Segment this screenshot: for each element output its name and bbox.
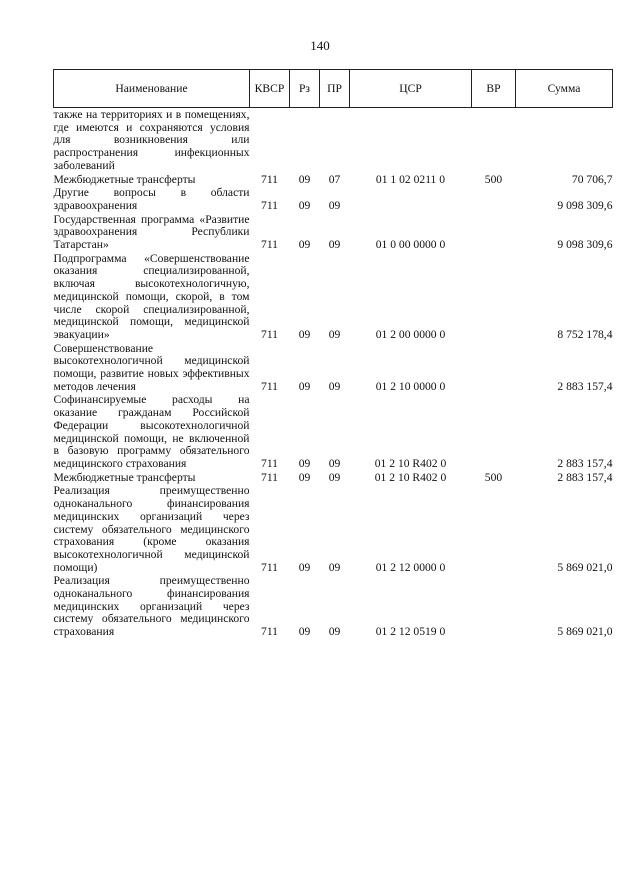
- table-row: [54, 484, 613, 574]
- cell-csr: 01 2 00 0000 0: [375, 327, 446, 341]
- cell-name: также на территориях и в помещениях, где имеются и сохраняются условия для возникновения или распространения инфекционных заболеваний: [53, 108, 250, 172]
- cell-csr: 01 2 12 0000 0: [375, 560, 446, 574]
- cell-rz: 09: [298, 470, 311, 484]
- column-header-vr: ВР: [472, 70, 516, 108]
- cell-vr: [472, 108, 516, 173]
- cell-csr: 01 2 10 R402 0: [374, 456, 447, 470]
- table-row: [54, 574, 613, 639]
- cell-name: Межбюджетные трансферты: [53, 172, 196, 186]
- cell-rz: [290, 108, 320, 173]
- table-header-row: [54, 70, 613, 108]
- cell-rz: 09: [298, 456, 311, 470]
- cell-sum: [516, 108, 613, 173]
- cell-pr: 09: [328, 625, 341, 639]
- cell-name: Государственная программа «Развитие здравоохранения Республики Татарстан»: [53, 212, 250, 252]
- cell-csr: 01 2 10 0000 0: [375, 379, 446, 393]
- cell-name: Софинансируемые расходы на оказание гражданам Российской Федерации высокотехнологичной медицинской помощи, не включенной в базовую программу обязательного медицинского страхования: [53, 393, 250, 470]
- cell-kvsr: 711: [261, 379, 278, 393]
- cell-vr: [472, 484, 516, 574]
- cell-sum: 9 098 309,6: [557, 198, 613, 212]
- table-row: [54, 173, 613, 187]
- cell-kvsr: 711: [261, 470, 278, 484]
- cell-vr: 500: [484, 172, 503, 186]
- cell-csr: 01 1 02 0211 0: [375, 172, 446, 186]
- cell-pr: 09: [328, 456, 341, 470]
- column-header-sum: Сумма: [516, 70, 613, 108]
- cell-kvsr: 711: [261, 198, 278, 212]
- cell-kvsr: 711: [261, 238, 278, 252]
- table-row: [54, 471, 613, 485]
- column-header-csr: ЦСР: [350, 70, 472, 108]
- cell-name: Совершенствование высокотехнологичной медицинской помощи, развитие новых эффективных методов лечения: [53, 341, 250, 393]
- cell-name: Подпрограмма «Совершенствование оказания специализированной, включая высокотехнологичную, медицинской помощи, скорой, в том числе скорой специализированной, медицинской помощи, медицинской эвакуации»: [53, 251, 250, 341]
- cell-csr: 01 2 12 0519 0: [375, 625, 446, 639]
- cell-vr: [472, 213, 516, 252]
- cell-pr: [320, 108, 350, 173]
- cell-vr: [472, 186, 516, 212]
- cell-vr: [472, 574, 516, 639]
- cell-sum: 5 869 021,0: [557, 625, 613, 639]
- cell-pr: 09: [328, 238, 341, 252]
- table-row: [54, 393, 613, 470]
- cell-name: Межбюджетные трансферты: [53, 470, 196, 484]
- table-row: [54, 213, 613, 252]
- page-number: 140: [310, 38, 330, 53]
- column-header-rz: Рз: [290, 70, 320, 108]
- cell-pr: 09: [328, 560, 341, 574]
- table-row: [54, 252, 613, 342]
- cell-kvsr: 711: [261, 172, 278, 186]
- cell-sum: 2 883 157,4: [557, 456, 613, 470]
- cell-pr: 09: [328, 327, 341, 341]
- cell-name: Реализация преимущественно одноканального финансирования медицинских организаций через систему обязательного медицинского страхования: [53, 574, 250, 639]
- column-header-kvsr: КВСР: [250, 70, 290, 108]
- cell-kvsr: 711: [261, 625, 278, 639]
- cell-sum: 70 706,7: [571, 172, 613, 186]
- cell-kvsr: 711: [261, 456, 278, 470]
- cell-vr: [472, 342, 516, 394]
- cell-rz: 09: [298, 379, 311, 393]
- cell-pr: 09: [328, 379, 341, 393]
- cell-csr: [350, 108, 472, 173]
- cell-sum: 9 098 309,6: [557, 238, 613, 252]
- cell-pr: 09: [328, 470, 341, 484]
- cell-rz: 09: [298, 560, 311, 574]
- column-header-pr: ПР: [320, 70, 350, 108]
- cell-vr: [472, 393, 516, 470]
- table-row: [54, 108, 613, 173]
- cell-rz: 09: [298, 238, 311, 252]
- cell-vr: 500: [484, 470, 503, 484]
- cell-sum: 8 752 178,4: [557, 327, 613, 341]
- cell-rz: 09: [298, 198, 311, 212]
- cell-name: Реализация преимущественно одноканального финансирования медицинских организаций через систему обязательного медицинского страхования (кроме оказания высокотехнологичной медицинской помощи): [53, 484, 250, 574]
- cell-csr: 01 0 00 0000 0: [375, 238, 446, 252]
- cell-kvsr: 711: [261, 327, 278, 341]
- cell-csr: 01 2 10 R402 0: [374, 470, 447, 484]
- table-row: [54, 342, 613, 394]
- cell-csr: [350, 186, 472, 212]
- cell-kvsr: [250, 108, 290, 173]
- cell-vr: [472, 252, 516, 342]
- cell-sum: 2 883 157,4: [557, 470, 613, 484]
- table-row: [54, 186, 613, 212]
- cell-rz: 09: [298, 172, 311, 186]
- cell-pr: 09: [328, 198, 341, 212]
- cell-rz: 09: [298, 625, 311, 639]
- cell-rz: 09: [298, 327, 311, 341]
- cell-name: Другие вопросы в области здравоохранения: [53, 186, 250, 212]
- budget-table: [53, 69, 613, 639]
- cell-pr: 07: [328, 172, 341, 186]
- column-header-name: Наименование: [54, 70, 250, 108]
- cell-kvsr: 711: [261, 560, 278, 574]
- cell-sum: 5 869 021,0: [557, 560, 613, 574]
- cell-sum: 2 883 157,4: [557, 379, 613, 393]
